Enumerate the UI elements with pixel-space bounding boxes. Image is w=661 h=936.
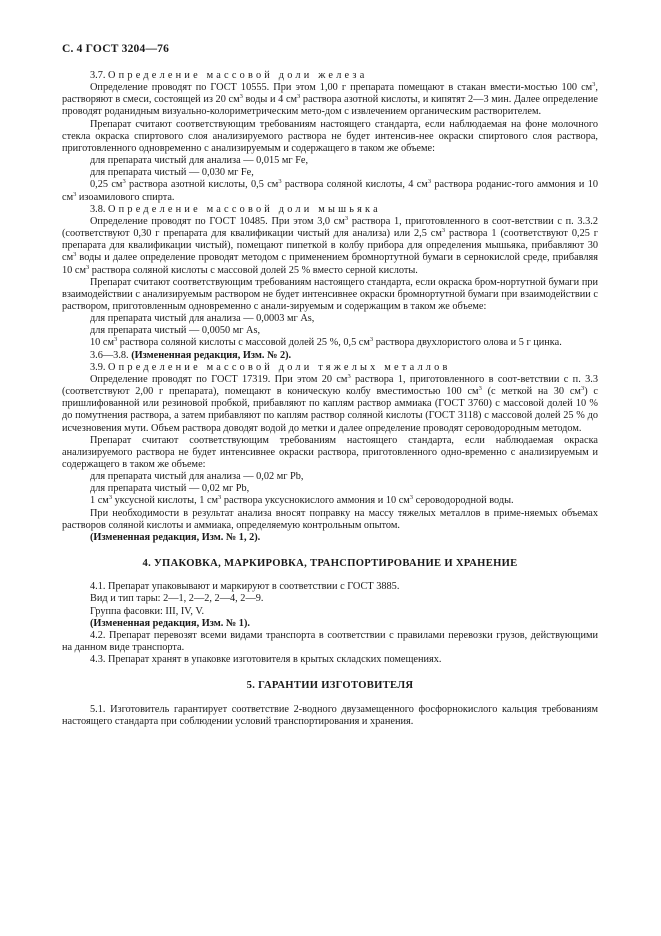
section-3-9-paragraph-2: Препарат считают соответствующим требованиям настоящего стандарта, если наблюдаемая окраска анализируемого раствора не будет интенсивнее окраски раствора, приготовленного одно-временно с анализируемым и содержащего в таком же объеме: [62,434,598,470]
section-3-7-item-2: для препарата чистый — 0,030 мг Fe, [90,167,254,179]
section-4-1-packing-group: Группа фасовки: III, IV, V. [90,605,205,617]
section-3-9-paragraph-1: Определение проводят по ГОСТ 17319. При этом 20 $см^3$ раствора 1, приготовленного в соот-ветствии с п. 3.3 (соответствуют 2,00 г препарата), помещают в коническую колбу вместимостью 100 $см^3$ (с меткой на 30 $см^3$) с пришлифованной или резиновой пробкой, прибавляют по каплям раствор аммиака (ГОСТ 3760) с массовой долей 10 % до помутнения раствора, а затем прибавляют по каплям раствор соляной кислоты (ГОСТ 3118) с массовой долей 25 % до исчезновения мути. Объем раствора доводят водой до метки и далее определение проводят сероводородным методом. [62,372,598,434]
section-3-7-paragraph-3: 0,25 $см^3$ раствора азотной кислоты, 0,5 $см^3$ раствора соляной кислоты, 4 $см^3$ раствора роданис-того аммония и 10 $см^3$ изоамилового спирта. [62,178,598,203]
section-3-9-title: 3.9. Определение массовой доли тяжелых металлов [90,361,451,373]
section-3-7-title: 3.7. Определение массовой доли железа [90,70,368,81]
section-3-8-edition-note: 3.6—3.8. (Измененная редакция, Изм. № 2). [90,349,292,361]
document-body [62,70,598,728]
section-4-heading: 4. УПАКОВКА, МАРКИРОВКА, ТРАНСПОРТИРОВАНИЕ И ХРАНЕНИЕ [142,558,518,570]
section-3-8-title: 3.8. Определение массовой доли мышьяка [90,203,381,215]
section-3-9-item-1: для препарата чистый для анализа — 0,02 мг Pb, [90,471,304,483]
section-3-8-paragraph-1: Определение проводят по ГОСТ 10485. При этом 3,0 $см^3$ раствора 1, приготовленного в соот-ветствии с п. 3.3.2 (соответствуют 0,30 г препарата для квалификации чистый для анализа) или 2,5 $см^3$ раствора 1 (соответствуют 0,25 г препарата для квалификации чистый), помещают пипеткой в колбу прибора для определения мышьяка, прибавляют 30 $см^3$ воды и далее определение проводят методом с применением бромнортутной бумаги в сернокислой среде, прибавляя 10 $см^3$ раствора соляной кислоты с массовой долей 25 % вместо серной кислоты. [62,214,599,276]
section-4-edition-note: (Измененная редакция, Изм. № 1). [90,617,250,629]
section-5-1: 5.1. Изготовитель гарантирует соответствие 2-водного двузамещенного фосфорнокислого кальция требованиям настоящего стандарта при соблюдении условий транспортирования и хранения. [62,703,598,727]
section-4-2: 4.2. Препарат перевозят всеми видами транспорта в соответствии с правилами перевозки грузов, действующими на данном виде транспорта. [62,629,598,654]
section-3-8-paragraph-2: Препарат считают соответствующим требованиям настоящего стандарта, если окраска бром-нортутной бумаги при взаимодействии с анализируемым раствором не будет интенсивнее окраски бромнортутной бумаги при взаимодействии с раствором, приготовленным одновременно с анали-зируемым и содержащим в таком же объеме: [62,276,598,312]
section-3-9-paragraph-4: При необходимости в результат анализа вносят поправку на массу тяжелых металлов в приме-няемых объемах растворов соляной кислоты и аммиака, определяемую контрольным опытом. [62,507,598,531]
section-3-9-item-2: для препарата чистый — 0,02 мг Pb, [90,483,250,495]
section-4-1: 4.1. Препарат упаковывают и маркируют в соответствии с ГОСТ 3885. [90,581,400,593]
page-header: С. 4 ГОСТ 3204—76 [62,43,170,55]
section-5-heading: 5. ГАРАНТИИ ИЗГОТОВИТЕЛЯ [246,680,414,692]
section-3-9-paragraph-3: 1 $см^3$ уксусной кислоты, 1 $см^3$ раствора уксуснокислого аммония и 10 $см^3$ сероводородной воды. [90,494,514,507]
section-4-1-containers: Вид и тип тары: 2—1, 2—2, 2—4, 2—9. [90,593,264,605]
section-3-8-item-1: для препарата чистый для анализа — 0,0003 мг As, [90,313,315,325]
section-3-7-item-1: для препарата чистый для анализа — 0,015 мг Fe, [90,155,309,167]
section-3-9-edition-note: (Измененная редакция, Изм. № 1, 2). [90,531,261,543]
section-3-8-item-2: для препарата чистый — 0,0050 мг As, [90,325,261,337]
section-4-3: 4.3. Препарат хранят в упаковке изготовителя в крытых складских помещениях. [90,654,442,666]
section-3-8-paragraph-3: 10 $см^3$ раствора соляной кислоты с массовой долей 25 %, 0,5 $см^3$ раствора двухлористого олова и 5 г цинка. [90,336,562,349]
section-3-7-paragraph-2: Препарат считают соответствующим требованиям настоящего стандарта, если наблюдаемая на фоне молочного стекла окраска спиртового слоя анализируемого раствора не будет интенсив-нее окраски спиртового слоя раствора, приготовленного одновременно с анализируемым и содержащего в таком же объеме: [62,118,598,154]
section-3-7-paragraph-1: Определение проводят по ГОСТ 10555. При этом 1,00 г препарата помещают в стакан вмести-мостью 100 $см^3$, растворяют в смеси, состоящей из 20 $см^3$ воды и 4 $см^3$ раствора азотной кислоты, и кипятят 2—3 мин. Далее определение проводят роданидным визуально-колориметрическим мето-дом с извлечением органическим растворителем. [62,81,598,118]
